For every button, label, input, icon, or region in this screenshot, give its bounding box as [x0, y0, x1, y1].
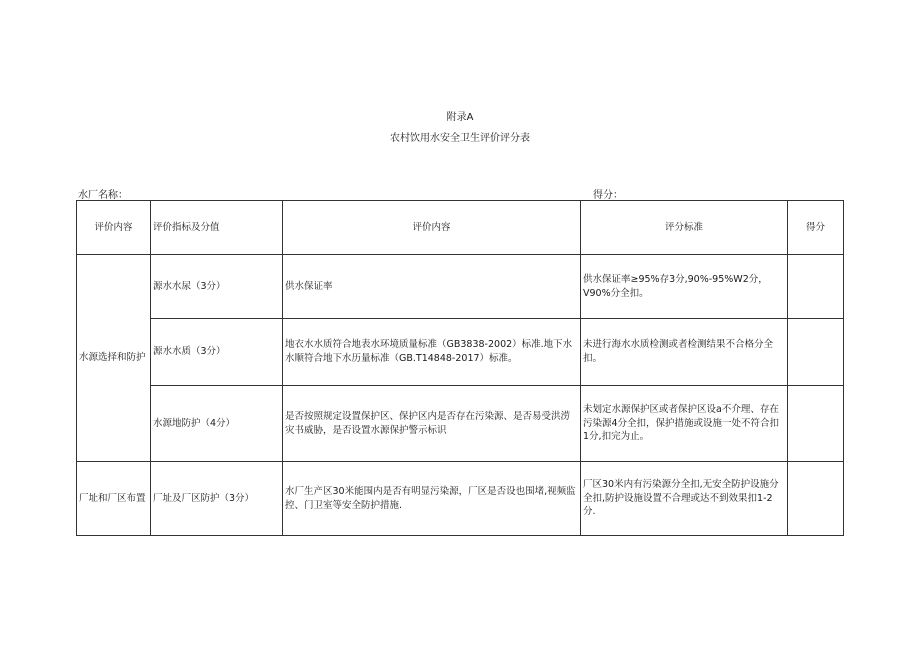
appendix-label: 附录A [446, 112, 474, 123]
indicator-cell: 源水水质（3分） [151, 319, 283, 386]
indicator-cell: 水源地防护（4分） [151, 386, 283, 462]
category-cell: 厂址和厂区布置 [77, 462, 151, 536]
table-row [77, 319, 844, 386]
col-header-score: 得分 [788, 201, 844, 255]
col-header-standard: 评分标准 [581, 201, 788, 255]
total-score-label: 得分： [593, 190, 623, 201]
content-cell: 水厂生产区30米能围内是否有明显污染源，厂区是否设也围堵,视频监控、门卫室等安全防护措施. [283, 462, 581, 536]
score-cell[interactable] [788, 255, 844, 319]
indicator-cell: 厂址及厂区防护（3分） [151, 462, 283, 536]
score-cell[interactable] [788, 462, 844, 536]
col-header-category: 评价内容 [77, 201, 151, 255]
document-title: 农村饮用水安全卫生评价评分表 [390, 133, 530, 144]
table-row [77, 255, 844, 319]
col-header-content: 评价内容 [283, 201, 581, 255]
table-row [77, 386, 844, 462]
standard-cell: 未进行海水水质检测或者检测结果不合格分全扣。 [581, 319, 788, 386]
table-row [77, 462, 844, 536]
table-header-row [77, 201, 844, 255]
evaluation-table [76, 200, 844, 536]
plant-name-label: 水厂名称： [78, 190, 128, 201]
score-cell[interactable] [788, 319, 844, 386]
score-cell[interactable] [788, 386, 844, 462]
content-cell: 是否按照规定设置保护区、保护区内是否存在污染源、是否易受洪涝灾书威胁，是否设置水源保护警示标识 [283, 386, 581, 462]
standard-cell: 供水保证率≥95%存3分,90%-95%W2分，V90%分全扣。 [581, 255, 788, 319]
category-cell: 水源选择和防护 [77, 255, 151, 462]
content-cell: 供水保证率 [283, 255, 581, 319]
col-header-indicator: 评价指标及分值 [151, 201, 283, 255]
content-cell: 地衣水水质符合地表水环境质量标准（GB3838-2002）标准.地下水水顺符合地下水历量标准（GB.T14848-2017）标准。 [283, 319, 581, 386]
standard-cell: 厂区30米内有污染源分全扣,无安全防护设施分全扣,防护设施设置不合理或达不到效果扣1-2分. [581, 462, 788, 536]
standard-cell: 未划定水源保护区或者保护区设a不介理、存在污染源4分全扣，保护措施或设施一处不符合扣1分,扣完为止。 [581, 386, 788, 462]
indicator-cell: 源水水尿（3分） [151, 255, 283, 319]
